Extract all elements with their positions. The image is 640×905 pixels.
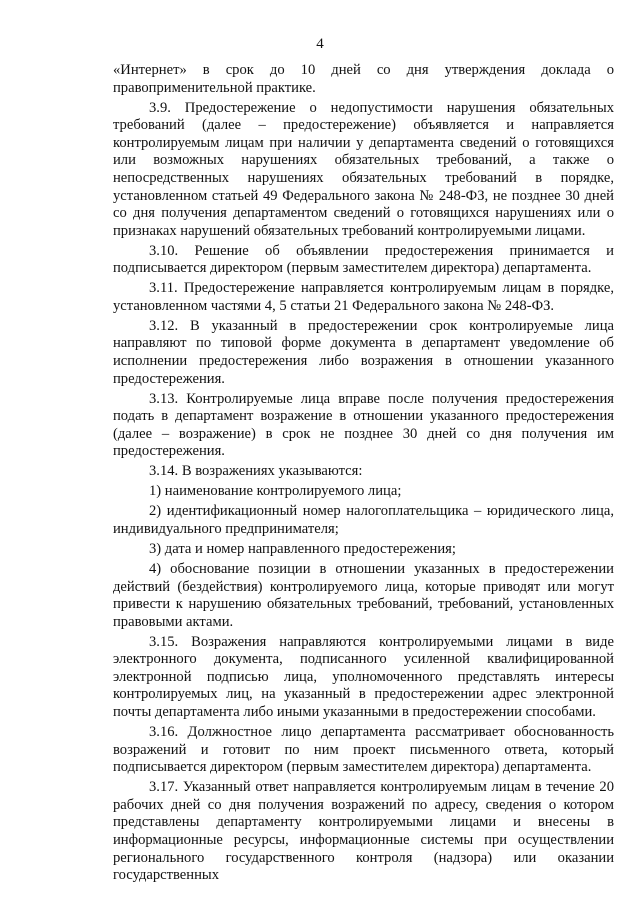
paragraph-3-14: 3.14. В возражениях указываются: — [149, 463, 363, 480]
paragraph-3-11: 3.11. Предостережение направляется контролируемым лицам в порядке, установленном частями 4, 5 статьи 21 Федерального закона № 248-ФЗ. — [113, 280, 614, 314]
paragraph-3-13: 3.13. Контролируемые лица вправе после получения предостережения подать в департамент возражение в отношении указанного предостережения (далее – возражение) в срок не позднее 30 дней со дня получения им предостережения. — [113, 390, 614, 460]
paragraph-3-16: 3.16. Должностное лицо департамента рассматривает обоснованность возражений и готовит по ним проект письменного ответа, который подписывается директором (первым заместителем директора) департамента. — [113, 724, 614, 776]
paragraph-3-10: 3.10. Решение об объявлении предостережения принимается и подписывается директором (первым заместителем директора) департамента. — [113, 242, 614, 277]
list-item-1: 1) наименование контролируемого лица; — [149, 483, 402, 500]
list-item-4: 4) обоснование позиции в отношении указанных в предостережении действий (бездействия) контролируемого лица, которые приводят или могут привести к нарушению обязательных требований, требований, установленных правовыми актами. — [113, 560, 614, 630]
paragraph-3-17: 3.17. Указанный ответ направляется контролируемым лицам в течение 20 рабочих дней со дня получения возражений по адресу, сведения о котором представлены департаменту контролируемыми лицами и внесены в информационные ресурсы, информационные системы при осуществлении регионального государственного контроля (надзора) или оказании государственных — [113, 779, 614, 884]
page-number: 4 — [316, 36, 324, 52]
paragraph-continuation: «Интернет» в срок до 10 дней со дня утверждения доклада о правоприменительной практике. — [113, 62, 614, 96]
list-item-2: 2) идентификационный номер налогоплательщика – юридического лица, индивидуального предпринимателя; — [113, 503, 614, 537]
paragraph-3-12: 3.12. В указанный в предостережении срок контролируемые лица направляют по типовой форме документа в департамент уведомление об исполнении предостережения либо возражения в отношении указанного предостережения. — [113, 317, 614, 387]
paragraph-3-15: 3.15. Возражения направляются контролируемыми лицами в виде электронного документа, подписанного усиленной квалифицированной электронной подписью лица, уполномоченного представлять интересы контролируемых лиц, на указанный в предостережении адрес электронной почты департамента либо иными указанными в предостережении способами. — [113, 633, 614, 721]
paragraph-3-9: 3.9. Предостережение о недопустимости нарушения обязательных требований (далее – предостережение) объявляется и направляется контролируемым лицам при наличии у департамента сведений о готовящихся или возможных нарушениях обязательных требований, а также о непосредственных нарушениях обязательных требований в порядке, установленном статьей 49 Федерального закона № 248-ФЗ, не позднее 30 дней со дня получения департаментом сведений о готовящихся нарушениях или о признаках нарушений обязательных требований контролируемыми лицами. — [113, 99, 614, 239]
document-body — [113, 62, 614, 887]
list-item-3: 3) дата и номер направленного предостережения; — [149, 540, 456, 557]
